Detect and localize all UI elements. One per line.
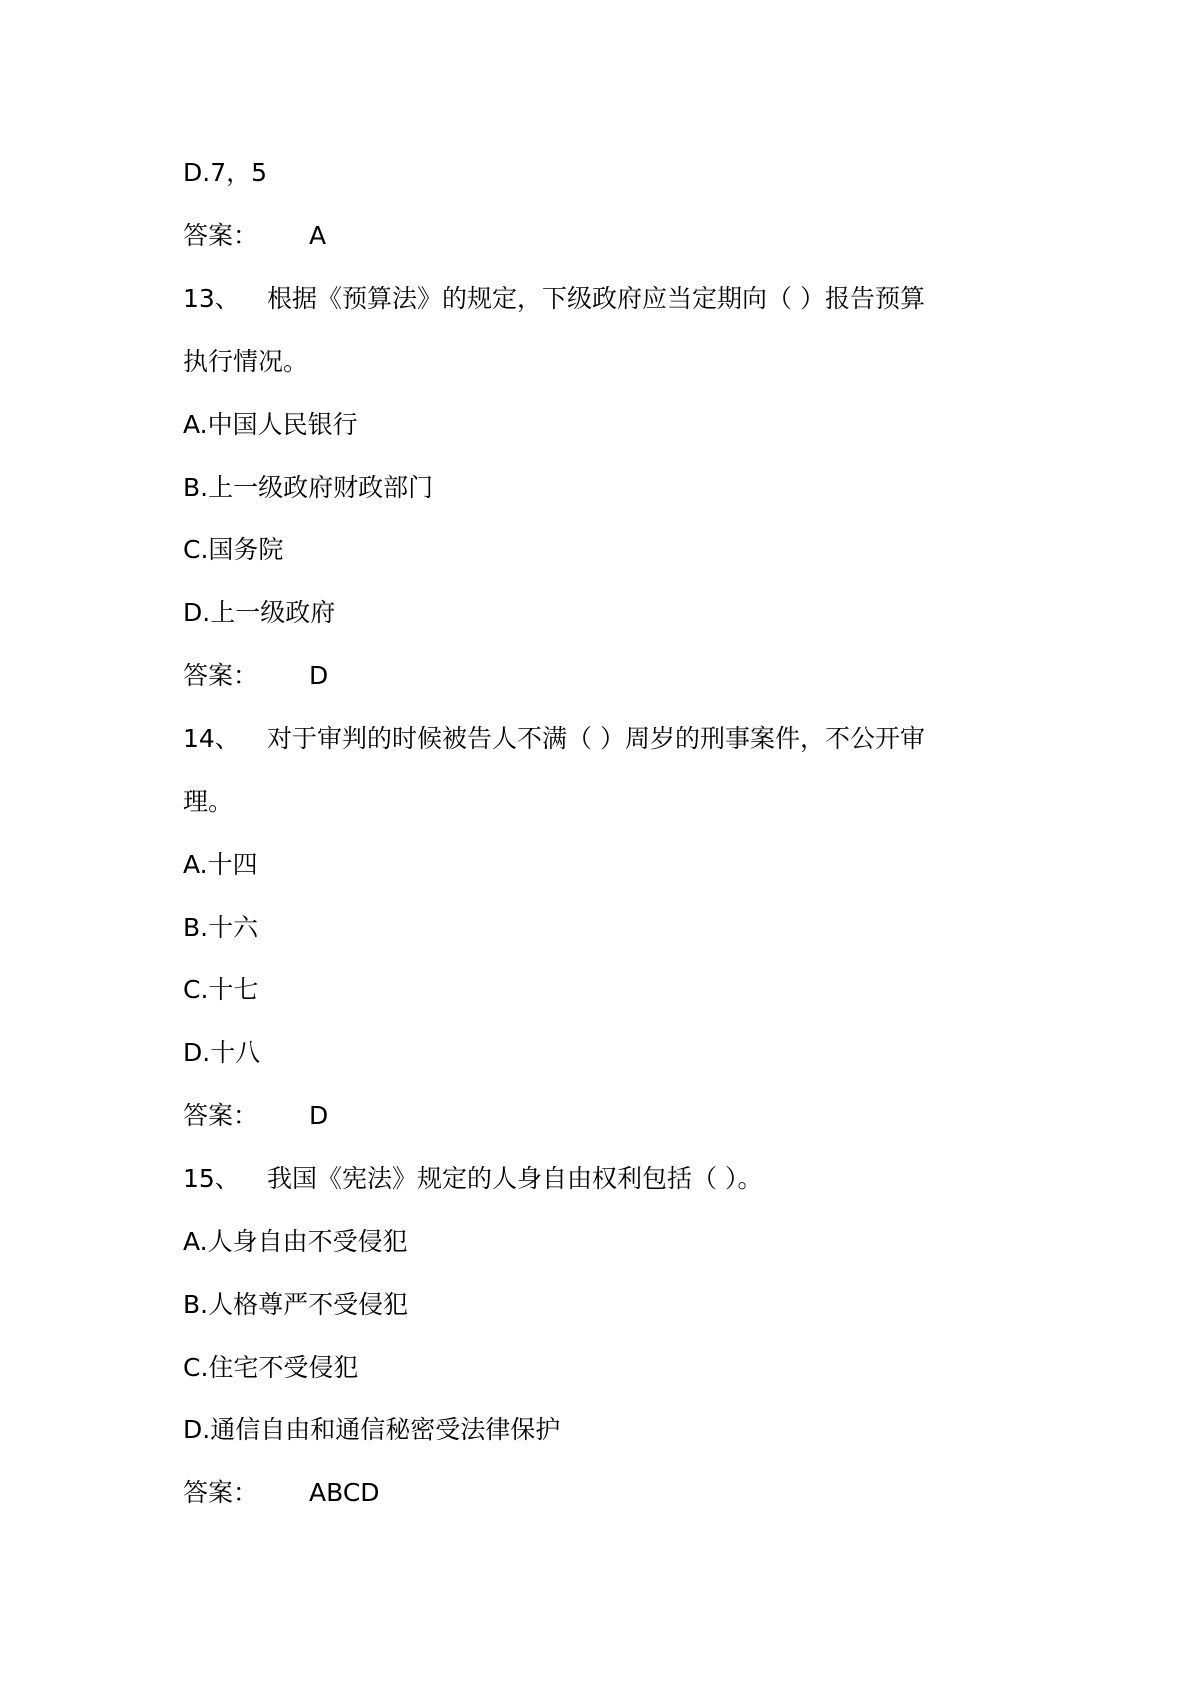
question-number: 14、 [183,724,240,753]
answer-label: 答案： [183,221,259,250]
prev-answer [183,216,326,256]
question-15-option-b: B.人格尊严不受侵犯 [183,1290,409,1319]
question-text: 我国《宪法》规定的人身自由权利包括（ ）。 [267,1164,763,1193]
answer-label: 答案： [183,1101,259,1130]
question-13-option-b: B.上一级政府财政部门 [183,473,434,502]
question-13-option-d: D.上一级政府 [183,598,336,627]
question-15-option-c: C.住宅不受侵犯 [183,1353,359,1382]
answer-value: D [309,1101,329,1130]
question-number: 15、 [183,1164,240,1193]
question-15-line1 [183,1159,762,1199]
question-14-option-b: B.十六 [183,913,259,942]
answer-value: D [309,661,329,690]
question-14-option-c: C.十七 [183,975,259,1004]
question-13-line2: 执行情况。 [183,347,309,376]
question-13-answer [183,656,328,696]
question-13-option-a: A.中国人民银行 [183,410,358,439]
question-15-option-a: A.人身自由不受侵犯 [183,1227,408,1256]
answer-value: ABCD [309,1478,380,1507]
question-15-option-d: D.通信自由和通信秘密受法律保护 [183,1415,561,1444]
question-14-line2: 理。 [183,787,234,816]
question-14-option-a: A.十四 [183,850,258,879]
question-14-answer [183,1096,328,1136]
answer-label: 答案： [183,661,259,690]
question-14-option-d: D.十八 [183,1038,261,1067]
question-15-answer [183,1473,380,1513]
prev-option-d: D.7，5 [183,158,268,187]
question-14-line1 [183,719,925,759]
answer-value: A [309,221,327,250]
question-text: 对于审判的时候被告人不满（ ）周岁的刑事案件，不公开审 [267,724,925,753]
question-13-line1 [183,279,925,319]
answer-label: 答案： [183,1478,259,1507]
question-text: 根据《预算法》的规定，下级政府应当定期向（ ）报告预算 [267,284,925,313]
question-number: 13、 [183,284,240,313]
question-13-option-c: C.国务院 [183,535,284,564]
